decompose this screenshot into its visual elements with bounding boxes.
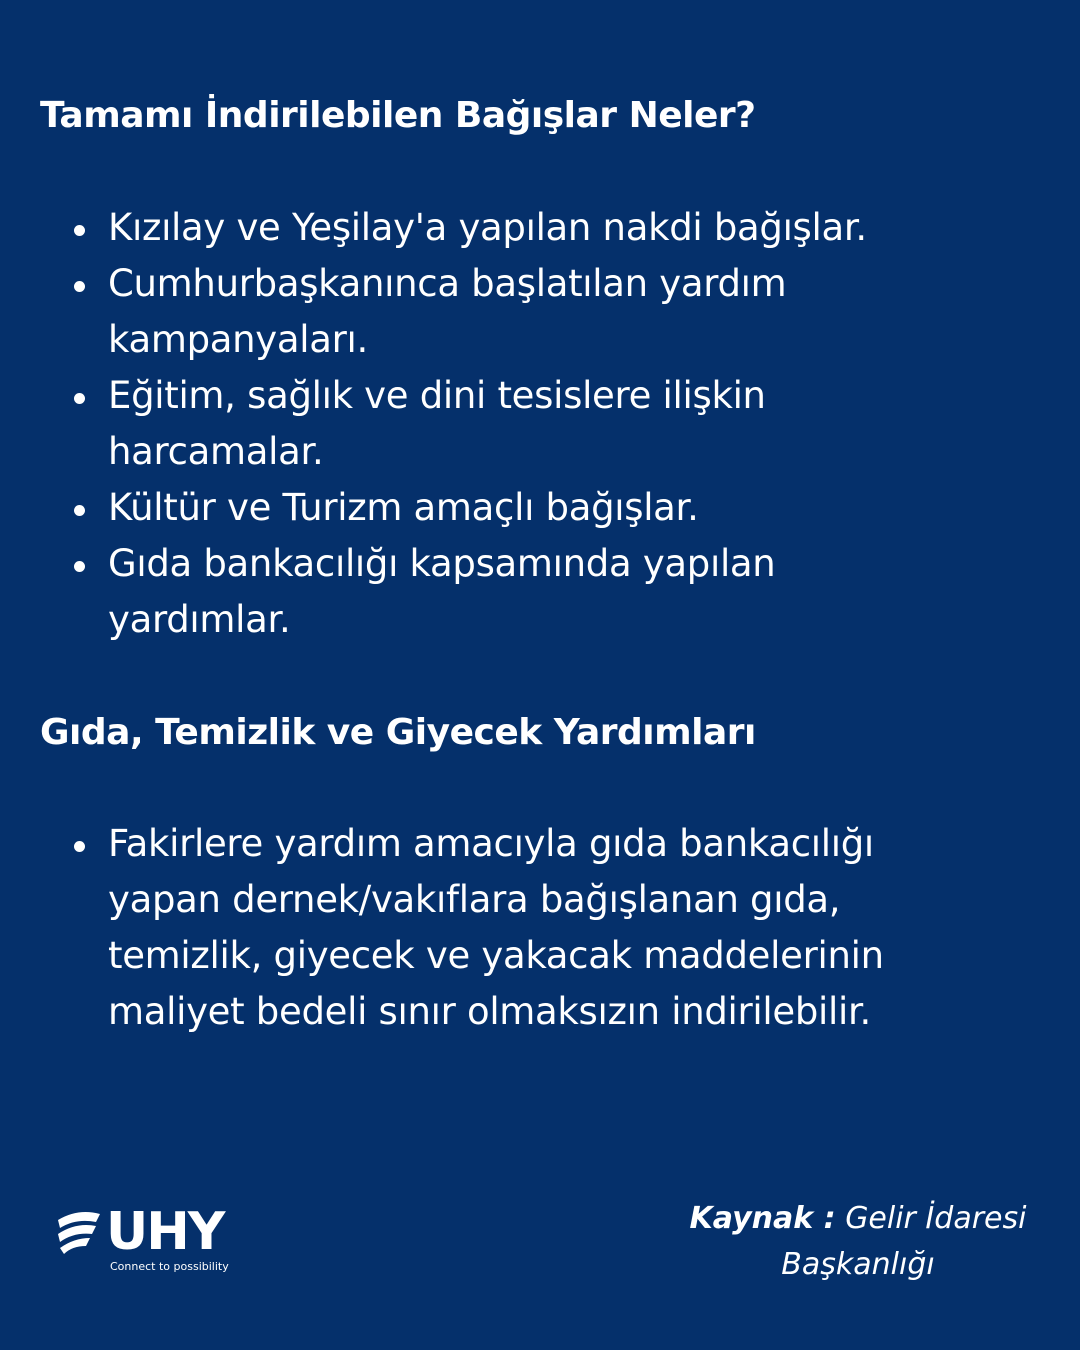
list-item: Eğitim, sağlık ve dini tesislere ilişkin harcamalar.	[0, 368, 1000, 480]
logo-tagline: Connect to possibility	[110, 1260, 229, 1273]
uhy-logo	[56, 1202, 256, 1276]
list-item: Gıda bankacılığı kapsamında yapılan yardımlar.	[0, 536, 1000, 648]
list-item: Kültür ve Turizm amaçlı bağışlar.	[0, 480, 1000, 536]
source-line-1	[660, 1196, 1056, 1242]
logo-wordmark: UHY	[106, 1202, 224, 1262]
source-line-2: Başkanlığı	[781, 1247, 935, 1282]
source-name: Gelir İdaresi	[845, 1201, 1027, 1236]
list-item: Cumhurbaşkanınca başlatılan yardım kampanyaları.	[0, 256, 1000, 368]
source-citation	[660, 1196, 1056, 1288]
source-label: Kaynak :	[689, 1201, 836, 1236]
bullet-list	[0, 816, 1000, 1040]
section-heading: Gıda, Temizlik ve Giyecek Yardımları	[40, 712, 756, 753]
bullet-list	[0, 200, 1000, 648]
uhy-swoosh-icon	[56, 1210, 102, 1254]
list-item: Kızılay ve Yeşilay'a yapılan nakdi bağışlar.	[0, 200, 1000, 256]
section-heading: Tamamı İndirilebilen Bağışlar Neler?	[40, 95, 756, 136]
list-item: Fakirlere yardım amacıyla gıda bankacılığı yapan dernek/vakıflara bağışlanan gıda, temizlik, giyecek ve yakacak maddelerinin maliyet bedeli sınır olmaksızın indirilebilir.	[0, 816, 1000, 1040]
